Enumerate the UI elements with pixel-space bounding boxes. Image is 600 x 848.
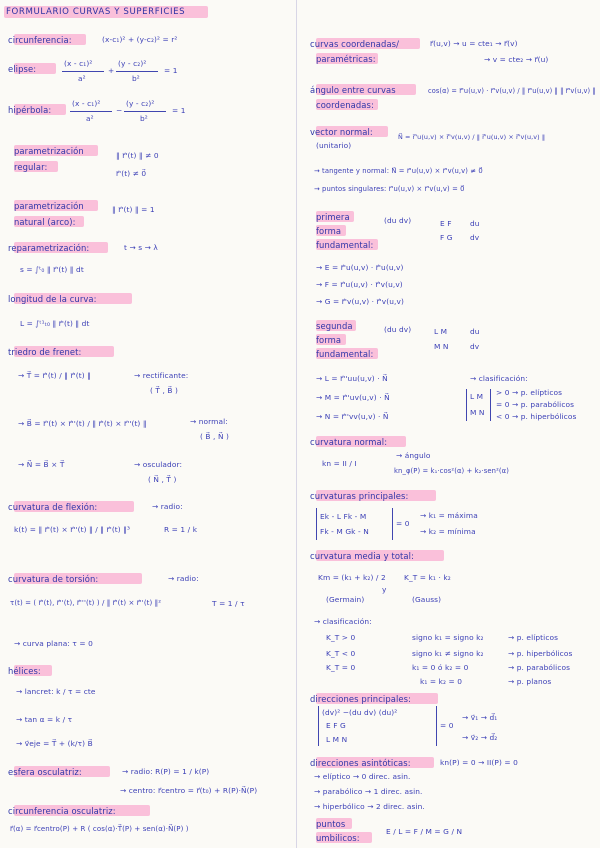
- angulo-formula: cos(α) = r⃗'u(u,v) · r⃗'v(u,v) / ‖ r⃗'u(u,v) ‖ ‖ r⃗'v(u,v) ‖: [428, 87, 596, 95]
- pff-matrix-du: du: [470, 219, 480, 228]
- sff-det-row-2: M N: [470, 408, 485, 417]
- frenet-normal: → normal:: [190, 417, 228, 426]
- pff-F: → F = r⃗'u(u,v) · r⃗'v(u,v): [316, 280, 403, 289]
- umbilicos-heading-2: umbilicos:: [316, 833, 360, 843]
- flexion-radio-label: → radio:: [152, 502, 183, 511]
- umbilicos-formula: E / L = F / M = G / N: [386, 827, 463, 836]
- curvas-coord-heading-1: curvas coordenadas/: [310, 39, 400, 49]
- clas-4-result: → p. planos: [508, 677, 552, 686]
- esfera-centro: → centro: r⃗centro = r⃗(t₀) + R(P)·N⃗(P): [120, 786, 258, 795]
- sff-M: → M = r⃗''uv(u,v) · N⃗: [316, 393, 390, 402]
- reparam-formula-1: t → s → λ: [124, 243, 158, 252]
- curv-princ-heading: curvaturas principales:: [310, 491, 409, 501]
- frenet-heading: triedro de frenet:: [8, 347, 82, 357]
- clasificacion-heading: → clasificación:: [314, 617, 372, 626]
- sff-matrix-dv: dv: [470, 342, 480, 351]
- dir-princ-eq: = 0: [440, 721, 454, 730]
- sff-clasificacion: → clasificación:: [470, 374, 528, 383]
- helices-heading: hélices:: [8, 666, 41, 676]
- clas-2-cond: signo k₁ ≠ signo k₂: [412, 649, 484, 658]
- elipse-heading: elipse:: [8, 64, 37, 74]
- param-regular-heading-2: regular:: [14, 162, 48, 172]
- dir-princ-v1: → v⃗₁ → d⃗₁: [462, 713, 498, 722]
- param-regular-formula-1: ‖ r⃗'(t) ‖ ≠ 0: [116, 151, 159, 160]
- param-regular-heading-1: parametrización: [14, 146, 84, 156]
- curv-media-author: (Germain): [326, 595, 365, 604]
- clas-4-cond: k₁ = k₂ = 0: [420, 677, 463, 686]
- hiperbola-num-2: (y - c₂)²: [126, 99, 155, 108]
- clas-2-kt: K_T < 0: [326, 649, 356, 658]
- dir-princ-det-left: [318, 706, 319, 746]
- frenet-normal-vector: → N⃗ = B⃗ × T⃗: [18, 460, 65, 469]
- circunferencia-heading: circunferencia:: [8, 35, 72, 45]
- pff-matrix-dv: dv: [470, 233, 480, 242]
- reparam-formula-2: s = ∫ᵗ₀ ‖ r⃗'(t) ‖ dt: [20, 265, 84, 274]
- page-title: FORMULARIO CURVAS Y SUPERFICIES: [6, 7, 186, 17]
- pff-matrix-du-dv: (du dv): [384, 216, 412, 225]
- helices-lancret: → lancret: k / τ = cte: [16, 687, 96, 696]
- curv-media-y: y: [382, 585, 387, 594]
- tangente-y-normal: → tangente y normal: N⃗ = r⃗'u(u,v) × r⃗'v(u,v) ≠ 0⃗: [314, 167, 483, 175]
- sff-det-bar-right: [490, 389, 491, 421]
- clas-2-result: → p. hiperbólicos: [508, 649, 573, 658]
- pff-G: → G = r⃗'v(u,v) · r⃗'v(u,v): [316, 297, 404, 306]
- sff-class-2: = 0 → p. parabólicos: [496, 400, 575, 409]
- clas-1-kt: K_T > 0: [326, 633, 356, 642]
- sff-matrix-row-2: M N: [434, 342, 449, 351]
- curv-total-formula: K_T = k₁ · k₂: [404, 573, 451, 582]
- sff-heading-1: segunda: [316, 321, 353, 331]
- elipse-den-2: b²: [132, 74, 140, 83]
- elipse-num-1: (x - c₁)²: [64, 59, 93, 68]
- sff-L: → L = r⃗''uu(u,v) · N⃗: [316, 374, 388, 383]
- frenet-tangent: → T⃗ = r⃗'(t) / ‖ r⃗'(t) ‖: [18, 371, 91, 380]
- pff-heading-1: primera: [316, 212, 350, 222]
- curv-total-author: (Gauss): [412, 595, 442, 604]
- dir-princ-row-3: L M N: [326, 735, 348, 744]
- dir-princ-row-1: (dv)² −(du dv) (du)²: [322, 708, 398, 717]
- hiperbola-num-1: (x - c₁)²: [72, 99, 101, 108]
- pff-E: → E = r⃗'u(u,v) · r⃗'u(u,v): [316, 263, 404, 272]
- elipse-rhs: = 1: [164, 66, 178, 75]
- clas-1-result: → p. elípticos: [508, 633, 559, 642]
- dir-asint-hiperbolico: → hiperbólico → 2 direc. asin.: [314, 802, 425, 811]
- sff-heading-3: fundamental:: [316, 349, 374, 359]
- formula-sheet-page: FORMULARIO CURVAS Y SUPERFICIES circunferencia: (x-c₁)² + (y-c₂)² = r² elipse: (x - c₁)² a² + (y - c₂)² b² = 1 hipérbola: (x - c₁)² a² − (y - c₂)² b² = 1 parametrización regular: ‖ r⃗'(t) ‖ ≠ 0 r⃗'(t) ≠ 0⃗ parametrización natural (arco): ‖ r⃗'(t) ‖ = 1 reparametrización: t → s → λ s = ∫ᵗ₀ ‖ r⃗'(t) ‖ dt longitud de la curva: L = ∫ᵗ¹ₜ₀ ‖ r⃗'(t) ‖ dt triedro de frenet: → T⃗ = r⃗'(t) / ‖ r⃗'(t) ‖ → rectificante: ( T⃗ , B⃗ ) → B⃗ = r⃗'(t) × r⃗''(t) / ‖ r⃗'(t) × r⃗''(t) ‖ → normal: ( B⃗ , N⃗ ) → N⃗ = B⃗ × T⃗ → osculador: ( N⃗ , T⃗ ) curvatura de flexión: → radio: k(t) = ‖ r⃗'(t) × r⃗''(t) ‖ / ‖ r⃗'(t) ‖³ R = 1 / k curvatura de torsión: → radio: τ(t) = ( r⃗'(t), r⃗''(t), r⃗'''(t) ) / ‖ r⃗'(t) × r⃗''(t) ‖² T = 1 / τ → curva plana: τ = 0 hélices: → lancret: k / τ = cte → tan α = k / τ → v⃗eje = T⃗ + (k/τ) B⃗ esfera osculatriz: → radio: R(P) = 1 / k(P) → centro: r⃗centro = r⃗(t₀) + R(P)·N⃗(P) circunferencia osculatriz: r⃗(α) = r⃗centro(P) + R ( cos(α)·T⃗(P) + sen(α)·N⃗(P) ) curvas coordenadas/ paramétricas: r⃗(u,v) → u = cte₁ → r⃗(v) → v = cte₂ → r⃗(u) ángulo entre curvas coordenadas: cos(α) = r⃗'u(u,v) · r⃗'v(u,v) / ‖ r⃗'u(u,v) ‖ ‖ r⃗'v(u,v) ‖ vector normal: (unitario) N⃗ = r⃗'u(u,v) × r⃗'v(u,v) / ‖ r⃗'u(u,v) × r⃗'v(u,v) ‖ → tangente y normal: N⃗ = r⃗'u(u,v) × r⃗'v(u,v) ≠ 0⃗ → puntos singulares: r⃗'u(u,v) × r⃗'v(u,v) = 0⃗ primera forma fundamental: (du dv) E F F G du dv → E = r⃗'u(u,v) · r⃗'u(u,v) → F = r⃗'u(u,v) · r⃗'v(u,v) → G = r⃗'v(u,v) · r⃗'v(u,v) segunda forma fundamental: (du dv) L M M N du dv → L = r⃗''uu(u,v) · N⃗ → M = r⃗''uv(u,v) · N⃗ → N = r⃗''vv(u,v) · N⃗ → clasificación: L M M N > 0 → p. elípticos = 0 → p. parabólicos < 0 → p. hiperbólicos curvatura normal: kn = II / I → ángulo kn_φ(P) = k₁·cos²(α) + k₂·sen²(α) curvaturas principales: Ek - L Fk - M Fk - M Gk - N = 0 → k₁ = máxima → k₂ = mínima curvatura media y total: Km = (k₁ + k₂) / 2 K_T = k₁ · k₂ y (Germain) (Gauss) → clasificación: K_T > 0 signo k₁ = signo k₂ → p. elípticos K_T < 0 signo k₁ ≠ signo k₂ → p. hiperbólicos K_T = 0 k₁ = 0 ó k₂ = 0 → p. parabólicos k₁ = k₂ = 0 → p. planos direcciones principales: (dv)² −(du dv) (du)² E F G L M N = 0 → v⃗₁ → d⃗₁ → v⃗₂ → d⃗₂ direcciones asintóticas: kn(P) = 0 → II(P) = 0 → elíptico → 0 direc. asin. → parabólico → 1 direc. asin. → hiperbólico → 2 direc. asin. puntos umbilicos: E / L = F / M = G / N: [0, 0, 600, 848]
- pff-matrix-row-2: F G: [440, 233, 453, 242]
- elipse-frac-line-2: [116, 71, 158, 72]
- dir-asint-heading: direcciones asintóticas:: [310, 758, 411, 768]
- clas-1-cond: signo k₁ = signo k₂: [412, 633, 484, 642]
- curvas-coord-formula-2: → v = cte₂ → r⃗(u): [484, 55, 549, 64]
- curv-princ-det-left: [316, 508, 317, 540]
- curv-normal-formula: kn = II / I: [322, 459, 357, 468]
- angulo-heading-1: ángulo entre curvas: [310, 85, 396, 95]
- curv-princ-det-right: [392, 508, 393, 540]
- dir-asint-formula: kn(P) = 0 → II(P) = 0: [440, 758, 518, 767]
- umbilicos-heading-1: puntos: [316, 819, 346, 829]
- circ-osc-heading: circunferencia osculatriz:: [8, 806, 116, 816]
- dir-princ-v2: → v⃗₂ → d⃗₂: [462, 733, 498, 742]
- sff-matrix-du-dv: (du dv): [384, 325, 412, 334]
- circ-osc-formula: r⃗(α) = r⃗centro(P) + R ( cos(α)·T⃗(P) + sen(α)·N⃗(P) ): [10, 825, 189, 833]
- dir-princ-det-right: [436, 706, 437, 746]
- helices-vector-eje: → v⃗eje = T⃗ + (k/τ) B⃗: [16, 739, 93, 748]
- param-regular-formula-2: r⃗'(t) ≠ 0⃗: [116, 169, 147, 178]
- flexion-radio-formula: R = 1 / k: [164, 525, 198, 534]
- angulo-heading-2: coordenadas:: [316, 100, 374, 110]
- sff-class-1: > 0 → p. elípticos: [496, 388, 563, 397]
- frenet-rectificante: → rectificante:: [134, 371, 189, 380]
- circunferencia-formula: (x-c₁)² + (y-c₂)² = r²: [102, 35, 178, 44]
- frenet-rectificante-vectors: ( T⃗ , B⃗ ): [150, 386, 178, 395]
- curv-media-formula: Km = (k₁ + k₂) / 2: [318, 573, 386, 582]
- sff-class-3: < 0 → p. hiperbólicos: [496, 412, 577, 421]
- torsion-heading: curvatura de torsión:: [8, 574, 99, 584]
- dir-princ-row-2: E F G: [326, 721, 346, 730]
- hiperbola-frac-line-1: [70, 111, 112, 112]
- sff-det-bar-left: [466, 389, 467, 421]
- elipse-num-2: (y - c₂)²: [118, 59, 147, 68]
- column-divider: [296, 0, 297, 848]
- curv-normal-heading: curvatura normal:: [310, 437, 388, 447]
- sff-heading-2: forma: [316, 335, 342, 345]
- hiperbola-frac-line-2: [124, 111, 166, 112]
- clas-3-cond: k₁ = 0 ó k₂ = 0: [412, 663, 469, 672]
- param-natural-heading-2: natural (arco):: [14, 217, 76, 227]
- torsion-radio-label: → radio:: [168, 574, 199, 583]
- param-natural-heading-1: parametrización: [14, 201, 84, 211]
- hiperbola-den-2: b²: [140, 114, 148, 123]
- torsion-radio-formula: T = 1 / τ: [212, 599, 245, 608]
- param-natural-formula: ‖ r⃗'(t) ‖ = 1: [112, 205, 155, 214]
- frenet-normal-vectors: ( B⃗ , N⃗ ): [200, 432, 230, 441]
- hiperbola-den-1: a²: [86, 114, 94, 123]
- clas-3-result: → p. parabólicos: [508, 663, 571, 672]
- curva-plana: → curva plana: τ = 0: [14, 639, 93, 648]
- curv-princ-eq: = 0: [396, 519, 410, 528]
- frenet-osculador: → osculador:: [134, 460, 183, 469]
- pff-matrix-row-1: E F: [440, 219, 452, 228]
- vector-normal-heading-2: (unitario): [316, 141, 352, 150]
- curvas-coord-formula-1: r⃗(u,v) → u = cte₁ → r⃗(v): [430, 39, 518, 48]
- frenet-osculador-vectors: ( N⃗ , T⃗ ): [148, 475, 177, 484]
- longitud-heading: longitud de la curva:: [8, 294, 97, 304]
- curv-princ-row-2: Fk - M Gk - N: [320, 527, 369, 536]
- elipse-den-1: a²: [78, 74, 86, 83]
- curv-princ-k2: → k₂ = mínima: [420, 527, 476, 536]
- flexion-heading: curvatura de flexión:: [8, 502, 98, 512]
- sff-N: → N = r⃗''vv(u,v) · N⃗: [316, 412, 389, 421]
- pff-heading-3: fundamental:: [316, 240, 374, 250]
- curv-princ-row-1: Ek - L Fk - M: [320, 512, 367, 521]
- elipse-frac-line-1: [62, 71, 104, 72]
- hiperbola-heading: hipérbola:: [8, 105, 52, 115]
- curv-princ-k1: → k₁ = máxima: [420, 511, 478, 520]
- vector-normal-heading-1: vector normal:: [310, 127, 373, 137]
- dir-asint-parabolico: → parabólico → 1 direc. asin.: [314, 787, 423, 796]
- reparam-heading: reparametrización:: [8, 243, 90, 253]
- esfera-radio: → radio: R(P) = 1 / k(P): [122, 767, 210, 776]
- helices-tan: → tan α = k / τ: [16, 715, 73, 724]
- dir-asint-eliptico: → elíptico → 0 direc. asin.: [314, 772, 411, 781]
- hiperbola-rhs: = 1: [172, 106, 186, 115]
- flexion-formula: k(t) = ‖ r⃗'(t) × r⃗''(t) ‖ / ‖ r⃗'(t) ‖³: [14, 525, 131, 534]
- dir-princ-heading: direcciones principales:: [310, 694, 412, 704]
- frenet-binormal: → B⃗ = r⃗'(t) × r⃗''(t) / ‖ r⃗'(t) × r⃗''(t) ‖: [18, 419, 147, 428]
- esfera-heading: esfera osculatriz:: [8, 767, 82, 777]
- longitud-formula: L = ∫ᵗ¹ₜ₀ ‖ r⃗'(t) ‖ dt: [20, 319, 90, 328]
- curv-normal-euler: kn_φ(P) = k₁·cos²(α) + k₂·sen²(α): [394, 467, 509, 475]
- curvas-coord-heading-2: paramétricas:: [316, 54, 376, 64]
- curv-media-heading: curvatura media y total:: [310, 551, 415, 561]
- vector-normal-formula: N⃗ = r⃗'u(u,v) × r⃗'v(u,v) / ‖ r⃗'u(u,v) × r⃗'v(u,v) ‖: [398, 133, 546, 141]
- sff-matrix-du: du: [470, 327, 480, 336]
- puntos-singulares: → puntos singulares: r⃗'u(u,v) × r⃗'v(u,v) = 0⃗: [314, 185, 465, 193]
- curv-normal-angulo: → ángulo: [396, 451, 431, 460]
- torsion-formula: τ(t) = ( r⃗'(t), r⃗''(t), r⃗'''(t) ) / ‖ r⃗'(t) × r⃗''(t) ‖²: [10, 599, 162, 607]
- pff-heading-2: forma: [316, 226, 342, 236]
- sff-matrix-row-1: L M: [434, 327, 448, 336]
- clas-3-kt: K_T = 0: [326, 663, 356, 672]
- sff-det-row-1: L M: [470, 392, 484, 401]
